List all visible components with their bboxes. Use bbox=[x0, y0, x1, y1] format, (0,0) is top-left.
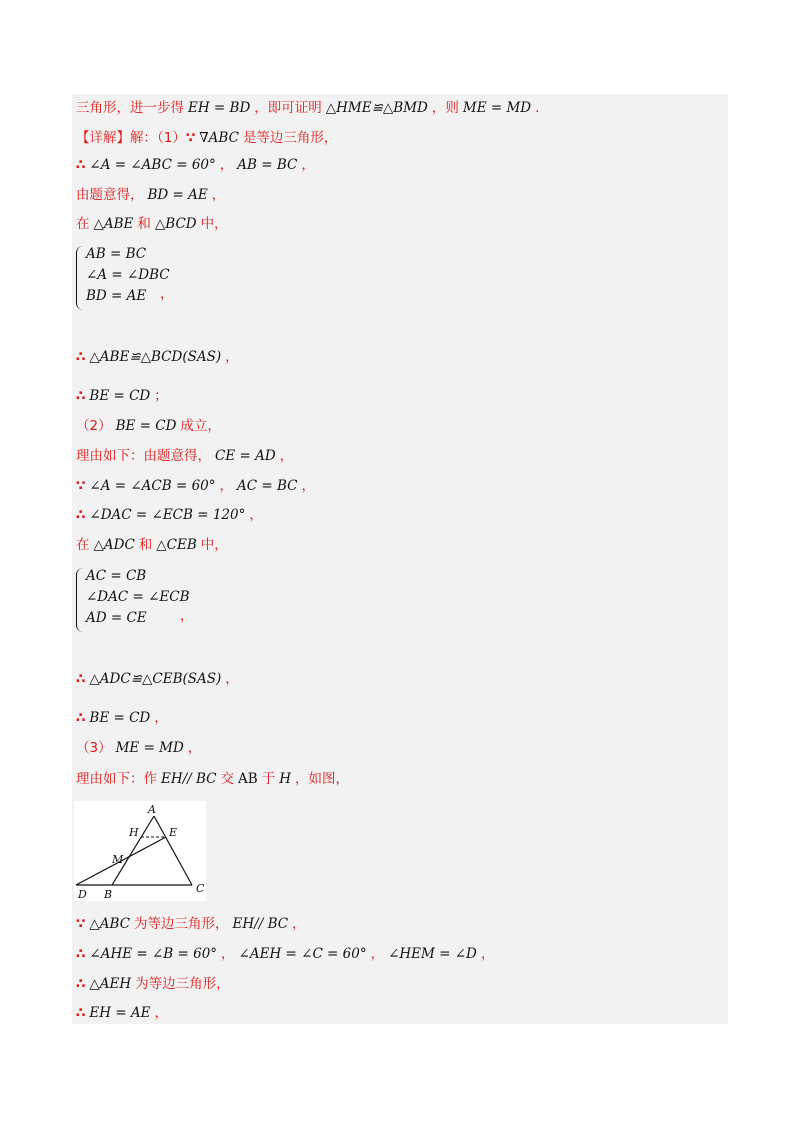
math: BE = CD bbox=[115, 418, 177, 434]
label-m: M bbox=[112, 853, 124, 866]
label-a: A bbox=[148, 803, 156, 816]
brace bbox=[76, 246, 83, 310]
text: 理由如下：由题意得， bbox=[76, 448, 211, 464]
math: △BCD bbox=[154, 216, 197, 232]
math: ∠DAC = ∠ECB = 120° bbox=[89, 507, 246, 523]
text: ， bbox=[211, 187, 226, 203]
math: ∇ABC bbox=[199, 130, 239, 146]
math: △ABE bbox=[93, 216, 134, 232]
therefore-symbol: ∴ bbox=[76, 976, 86, 992]
text: ， bbox=[187, 740, 202, 756]
math: △ADC≌△CEB(SAS) bbox=[89, 671, 222, 687]
text: 解：（1） bbox=[130, 130, 186, 146]
text: 于 bbox=[261, 771, 276, 787]
math: ∠A = ∠ACB = 60° bbox=[89, 478, 216, 494]
line-19 bbox=[76, 973, 230, 995]
text: ， bbox=[249, 507, 263, 523]
line-11 bbox=[76, 504, 263, 526]
text: 和 bbox=[137, 216, 151, 232]
therefore-symbol: ∴ bbox=[76, 946, 86, 962]
math: AB = BC bbox=[237, 157, 298, 173]
system-rows bbox=[86, 244, 170, 307]
math: ∠AEH = ∠C = 60° bbox=[238, 946, 367, 962]
text: ，则 bbox=[431, 100, 459, 116]
text: （2） bbox=[76, 418, 112, 434]
line-16 bbox=[76, 768, 349, 790]
text: 理由如下：作 bbox=[76, 771, 157, 787]
text: . bbox=[535, 100, 540, 116]
system-row: BD = AE bbox=[86, 288, 147, 304]
text: 中， bbox=[200, 537, 228, 553]
line-14 bbox=[76, 707, 168, 729]
text: 中， bbox=[200, 216, 228, 232]
line-12 bbox=[76, 534, 228, 556]
text: ， bbox=[154, 1005, 169, 1021]
label-h: H bbox=[129, 826, 139, 839]
text: ， bbox=[225, 671, 239, 687]
therefore-symbol: ∴ bbox=[76, 1005, 86, 1021]
triangle-diagram bbox=[74, 801, 206, 901]
text: ， bbox=[225, 349, 239, 365]
therefore-symbol: ∴ bbox=[76, 349, 86, 365]
text: ， bbox=[221, 946, 235, 962]
text: ， bbox=[370, 946, 385, 962]
line-4 bbox=[76, 184, 225, 206]
math: CE = AD bbox=[215, 448, 276, 464]
therefore-symbol: ∴ bbox=[76, 710, 86, 726]
line-9 bbox=[76, 445, 293, 467]
line-18 bbox=[76, 943, 494, 965]
text: ， bbox=[219, 157, 234, 173]
math: AC = BC bbox=[237, 478, 298, 494]
text: ， bbox=[301, 478, 315, 494]
math: △ABE≌△BCD(SAS) bbox=[89, 349, 222, 365]
label-e: E bbox=[169, 826, 178, 839]
text: ， bbox=[219, 478, 233, 494]
text: 交 bbox=[220, 771, 235, 787]
because-symbol: ∵ bbox=[76, 478, 86, 494]
because-symbol: ∵ bbox=[76, 916, 86, 932]
text: 在 bbox=[76, 216, 90, 232]
system-row: AD = CE bbox=[86, 610, 147, 626]
text: ，如图， bbox=[294, 771, 349, 787]
math: ME = MD bbox=[115, 740, 184, 756]
geometry-figure bbox=[74, 801, 206, 901]
label-d: D bbox=[78, 888, 87, 901]
line-3 bbox=[76, 154, 315, 176]
line-15 bbox=[76, 737, 201, 759]
math: BE = CD bbox=[89, 388, 151, 404]
math: BD = AE bbox=[147, 187, 208, 203]
text: ，即可证明 bbox=[254, 100, 322, 116]
math: EH// BC bbox=[232, 916, 289, 932]
text: ， bbox=[292, 916, 306, 932]
text: 成立， bbox=[180, 418, 221, 434]
equation-system-2 bbox=[76, 566, 296, 636]
text: ， bbox=[180, 608, 194, 624]
text: ， bbox=[279, 448, 294, 464]
text: ， bbox=[480, 946, 495, 962]
math: ∠AHE = ∠B = 60° bbox=[89, 946, 218, 962]
math: EH = BD bbox=[188, 100, 251, 116]
system-row: ∠A = ∠DBC bbox=[86, 267, 170, 283]
math: BE = CD bbox=[89, 710, 151, 726]
text: 三角形，进一步得 bbox=[76, 100, 184, 116]
math: △HME≌△BMD bbox=[325, 100, 428, 116]
detail-tag: 【详解】 bbox=[76, 130, 130, 146]
therefore-symbol: ∴ bbox=[76, 157, 86, 173]
math: EH = AE bbox=[89, 1005, 151, 1021]
text: （3） bbox=[76, 740, 112, 756]
system-rows bbox=[86, 566, 190, 629]
label-b: B bbox=[104, 888, 113, 901]
system-row: AC = CB bbox=[86, 568, 147, 584]
math: AB bbox=[238, 771, 258, 787]
line-17 bbox=[76, 913, 306, 935]
system-row: AB = BC bbox=[86, 246, 147, 262]
line-1 bbox=[76, 97, 539, 119]
text: 和 bbox=[138, 537, 153, 553]
text: 由题意得， bbox=[76, 187, 144, 203]
equation-system-1 bbox=[76, 244, 276, 314]
line-13 bbox=[76, 668, 239, 690]
label-c: C bbox=[196, 882, 205, 895]
text: 为等边三角形， bbox=[135, 976, 230, 992]
line-2 bbox=[76, 127, 337, 149]
text: ； bbox=[154, 388, 168, 404]
system-row: ∠DAC = ∠ECB bbox=[86, 589, 190, 605]
text: 是等边三角形， bbox=[242, 130, 338, 146]
text: 在 bbox=[76, 537, 90, 553]
math: ∠A = ∠ABC = 60° bbox=[89, 157, 216, 173]
text: ， bbox=[154, 710, 168, 726]
math: △AEH bbox=[89, 976, 132, 992]
line-10 bbox=[76, 475, 315, 497]
math: △CEB bbox=[156, 537, 197, 553]
therefore-symbol: ∴ bbox=[76, 388, 86, 404]
text: ， bbox=[160, 286, 174, 302]
math: ∠HEM = ∠D bbox=[388, 946, 477, 962]
math: △ABC bbox=[89, 916, 131, 932]
math: EH// BC bbox=[161, 771, 217, 787]
line-6 bbox=[76, 346, 239, 368]
line-5 bbox=[76, 213, 228, 235]
therefore-symbol: ∴ bbox=[76, 507, 86, 523]
math: H bbox=[279, 771, 291, 787]
brace bbox=[76, 568, 83, 632]
math: △ADC bbox=[93, 537, 135, 553]
therefore-symbol: ∴ bbox=[76, 671, 86, 687]
because-symbol: ∵ bbox=[185, 130, 196, 146]
line-20 bbox=[76, 1002, 168, 1024]
math: ME = MD bbox=[462, 100, 532, 116]
text: ， bbox=[301, 157, 315, 173]
text: 为等边三角形， bbox=[134, 916, 229, 932]
line-8 bbox=[76, 415, 221, 437]
line-7 bbox=[76, 385, 168, 407]
